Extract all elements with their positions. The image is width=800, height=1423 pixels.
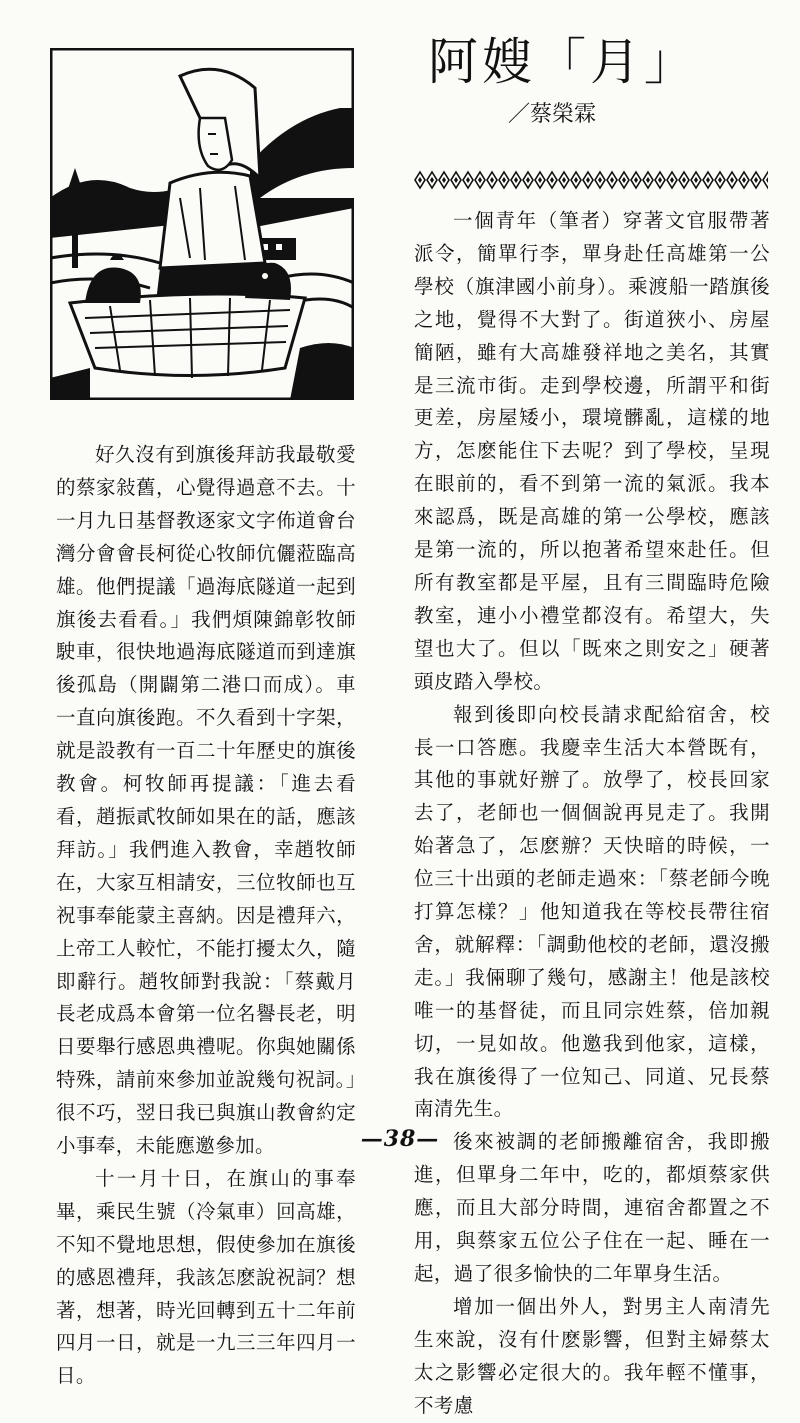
paragraph: 好久沒有到旗後拜訪我最敬愛的蔡家敍舊，心覺得過意不去。十一月九日基督教逐家文字佈道會台灣分會會長柯從心牧師伉儷蒞臨高雄。他們提議「過海底隧道一起到旗後去看看。」我們煩陳錦彰牧師駛車，很快地過海底隧道而到達旗後孤島（開闢第二港口而成）。車一直向旗後跑。不久看到十字架，就是設教有一百二十年歷史的旗後教會。柯牧師再提議：「進去看看，趙振貳牧師如果在的話，應該拜訪。」我們進入教會，幸趙牧師在，大家互相請安，三位牧師也互祝事奉能蒙主喜納。因是禮拜六，上帝工人較忙，不能打擾太久，隨即辭行。趙牧師對我說：「蔡戴月長老成爲本會第一位名譽長老，明日要舉行感恩典禮呢。你與她關係特殊，請前來參加並說幾句祝詞。」很不巧，翌日我已與旗山教會約定小事奉，未能應邀參加。	[56, 443, 356, 1158]
paragraph: 後來被調的老師搬離宿舍，我即搬進，但單身二年中，吃的，都煩蔡家供應，而且大部分時間，連宿舍都置之不用，與蔡家五位公子住在一起、睡在一起，過了很多愉快的二年單身生活。	[414, 1130, 770, 1285]
paragraph: 一個青年（筆者）穿著文官服帶著派令，簡單行李，單身赴任高雄第一公學校（旗津國小前身）。乘渡船一踏旗後之地，覺得不大對了。街道狹小、房屋簡陋，雖有大高雄發祥地之美名，其實是三流市街。走到學校邊，所謂平和街更差，房屋矮小，環境髒亂，這樣的地方，怎麽能住下去呢？到了學校，呈現在眼前的，看不到第一流的氣派。我本來認爲，既是高雄的第一公學校，應該是第一流的，所以抱著希望來赴任。但所有教室都是平屋，且有三間臨時危險教室，連小小禮堂都沒有。希望大，失望也大了。但以「既來之則安之」硬著頭皮踏入學校。	[414, 209, 770, 693]
paragraph: 十一月十日，在旗山的事奉畢，乘民生號（冷氣車）回高雄，不知不覺地思想，假使參加在旗後的感恩禮拜，我該怎麽說祝詞？想著，想著，時光回轉到五十二年前四月一日，就是一九三三年四月一日。	[56, 1166, 356, 1388]
article-author: ／蔡榮霖	[508, 102, 597, 127]
decorative-divider	[414, 170, 768, 190]
left-text-column	[56, 439, 356, 1393]
page-number: —38—	[360, 1126, 440, 1152]
paragraph: 增加一個出外人，對男主人南清先生來說，沒有什麽影響，但對主婦蔡太太之影響必定很大的。我年輕不懂事，不考慮	[414, 1294, 770, 1417]
right-text-column	[414, 205, 770, 1423]
paragraph: 報到後即向校長請求配給宿舍，校長一口答應。我慶幸生活大本營既有，其他的事就好辦了。放學了，校長回家去了，老師也一個個說再見走了。我開始著急了，怎麽辦？天快暗的時候，一位三十出頭的老師走過來：「蔡老師今晚打算怎樣？」他知道我在等校長帶往宿舍，就解釋：「調動他校的老師，還沒搬走。」我倆聊了幾句，感謝主！他是該校唯一的基督徒，而且同宗姓蔡，倍加親切，一見如故。他邀我到他家，這樣，我在旗後得了一位知己、同道、兄長蔡南清先生。	[414, 702, 770, 1121]
woodcut-illustration	[50, 48, 354, 400]
article-title: 阿嫂「月」	[428, 33, 698, 91]
